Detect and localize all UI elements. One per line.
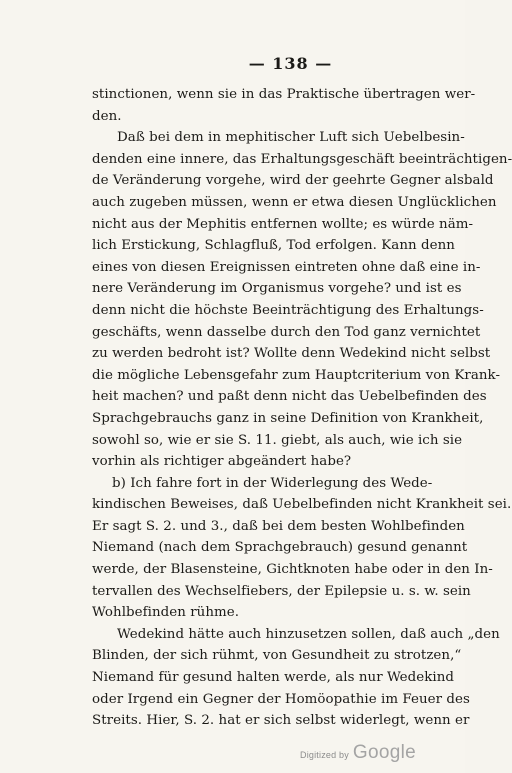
text-line-22: Niemand (nach dem Sprachgebrauch) gesund genannt xyxy=(92,540,468,556)
text-line-2: den. xyxy=(92,108,122,124)
text-line-19: b) Ich fahre fort in der Widerlegung des Wede- xyxy=(112,475,433,491)
text-line-6: auch zugeben müssen, wenn er etwa diesen Unglücklichen xyxy=(92,194,497,210)
digitized-watermark xyxy=(300,742,416,764)
text-line-14: die mögliche Lebensgefahr zum Hauptcriterium von Krank- xyxy=(92,367,501,383)
body-text xyxy=(92,84,512,732)
watermark-prefix: Digitized by xyxy=(300,750,349,760)
text-line-25: Wohlbefinden rühme. xyxy=(92,605,240,621)
text-line-29: oder Irgend ein Gegner der Homöopathie im Feuer des xyxy=(92,691,470,707)
text-line-13: zu werden bedroht ist? Wollte denn Wedekind nicht selbst xyxy=(92,346,491,362)
text-line-21: Er sagt S. 2. und 3., daß bei dem besten Wohlbefinden xyxy=(92,518,465,534)
page-number: — 138 — xyxy=(248,54,333,73)
text-line-24: tervallen des Wechselfiebers, der Epilepsie u. s. w. sein xyxy=(92,583,471,599)
text-line-18: vorhin als richtiger abgeändert habe? xyxy=(92,454,352,470)
text-line-7: nicht aus der Mephitis entfernen wollte; es würde näm- xyxy=(92,216,474,232)
text-line-26: Wedekind hätte auch hinzusetzen sollen, daß auch „den xyxy=(117,626,500,642)
text-line-11: denn nicht die höchste Beeinträchtigung des Erhaltungs- xyxy=(92,302,484,318)
text-line-20: kindischen Beweises, daß Uebelbefinden nicht Krankheit sei. xyxy=(92,497,512,513)
text-line-15: heit machen? und paßt denn nicht das Uebelbefinden des xyxy=(92,389,487,405)
text-line-30: Streits. Hier, S. 2. hat er sich selbst widerlegt, wenn er xyxy=(92,713,470,729)
text-line-10: nere Veränderung im Organismus vorgehe? und ist es xyxy=(92,281,462,297)
google-logo: Google xyxy=(352,742,416,763)
text-line-16: Sprachgebrauchs ganz in seine Definition von Krankheit, xyxy=(92,410,484,426)
text-line-17: sowohl so, wie er sie S. 11. giebt, als auch, wie ich sie xyxy=(92,432,463,448)
text-line-9: eines von diesen Ereignissen eintreten ohne daß eine in- xyxy=(92,259,481,275)
text-line-12: geschäfts, wenn dasselbe durch den Tod ganz vernichtet xyxy=(92,324,481,340)
text-line-5: de Veränderung vorgehe, wird der geehrte Gegner alsbald xyxy=(92,173,494,189)
text-line-1: stinctionen, wenn sie in das Praktische übertragen wer- xyxy=(92,87,476,102)
page-number-header xyxy=(0,54,465,73)
text-line-28: Niemand für gesund halten werde, als nur Wedekind xyxy=(92,670,455,686)
text-line-27: Blinden, der sich rühmt, von Gesundheit zu strotzen,“ xyxy=(92,648,462,664)
text-line-8: lich Erstickung, Schlagfluß, Tod erfolgen. Kann denn xyxy=(92,238,455,254)
text-line-23: werde, der Blasensteine, Gichtknoten habe oder in den In- xyxy=(92,562,493,578)
text-line-4: denden eine innere, das Erhaltungsgeschäft beeinträchtigen- xyxy=(92,151,512,167)
text-line-3: Daß bei dem in mephitischer Luft sich Uebelbesin- xyxy=(117,130,465,146)
